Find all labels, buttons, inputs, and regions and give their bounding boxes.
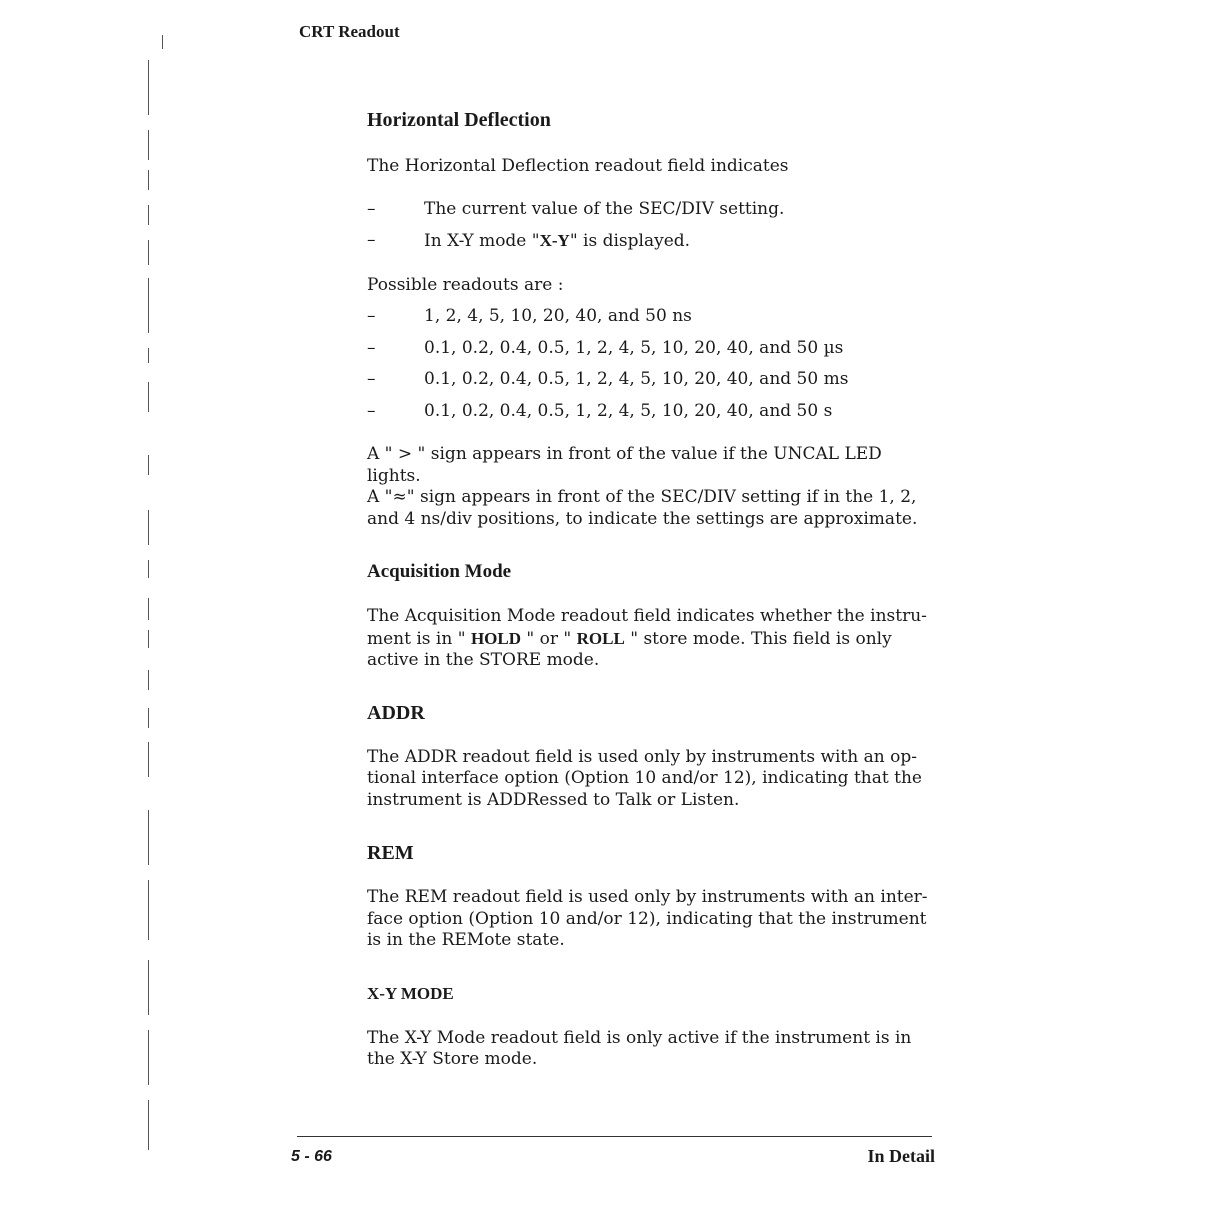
page-body <box>367 108 937 1071</box>
revision-bar <box>148 670 149 690</box>
readout-text: 0.1, 0.2, 0.4, 0.5, 1, 2, 4, 5, 10, 20, 40, and 50 s <box>424 400 833 421</box>
readout-text: 0.1, 0.2, 0.4, 0.5, 1, 2, 4, 5, 10, 20, 40, and 50 µs <box>424 337 844 358</box>
revision-bar <box>148 240 149 265</box>
addr-heading: ADDR <box>367 701 425 724</box>
revision-bar <box>148 960 149 1015</box>
hold-label: HOLD <box>470 628 522 648</box>
sign-note-line: A "≈" sign appears in front of the SEC/DIV setting if in the 1, 2, <box>367 487 917 507</box>
xy-mode-text: The X-Y Mode readout field is only active if the instrument is in the X-Y Store mode. <box>367 1027 912 1069</box>
list-item <box>367 230 937 253</box>
list-dash: – <box>367 337 376 358</box>
rem-text: The REM readout field is used only by instruments with an inter- face option (Option 10 and/or 12), indicating that the instrument is in the REMote state. <box>367 887 928 950</box>
list-item <box>367 306 937 328</box>
sign-note <box>367 444 937 530</box>
list-dash: – <box>367 198 376 219</box>
revision-bar <box>148 278 149 333</box>
horizontal-deflection-heading: Horizontal Deflection <box>367 109 551 131</box>
page-number: 5 - 66 <box>291 1148 332 1165</box>
revision-bar <box>148 630 149 648</box>
footer-section-name: In Detail <box>867 1146 935 1166</box>
list-item <box>367 369 937 391</box>
list-item <box>367 199 937 221</box>
running-title: CRT Readout <box>299 22 400 41</box>
sign-note-line: and 4 ns/div positions, to indicate the settings are approximate. <box>367 508 918 529</box>
acquisition-mode-text: The Acquisition Mode readout field indicates whether the instru- ment is in " HOLD " or " ROLL " store mode. This field is only active in the STORE mode. <box>367 606 927 670</box>
revision-bar <box>148 560 149 578</box>
list-dash: – <box>367 369 376 389</box>
revision-bar <box>148 1030 149 1085</box>
list-item-text: In X-Y mode "X-Y" is displayed. <box>424 231 691 251</box>
xy-mode-label: X-Y <box>539 231 570 250</box>
revision-bar <box>162 35 163 49</box>
revision-bar <box>148 510 149 545</box>
list-dash: – <box>367 230 376 250</box>
readout-text: 0.1, 0.2, 0.4, 0.5, 1, 2, 4, 5, 10, 20, 40, and 50 ms <box>424 369 849 389</box>
readouts-list <box>367 306 937 422</box>
revision-bar <box>148 880 149 940</box>
xy-mode-heading: X-Y MODE <box>367 983 454 1003</box>
revision-bar <box>148 708 149 728</box>
readout-text: 1, 2, 4, 5, 10, 20, 40, and 50 ns <box>424 306 692 326</box>
roll-label: ROLL <box>576 628 625 648</box>
list-item-text: The current value of the SEC/DIV setting. <box>424 198 785 219</box>
revision-bar <box>148 455 149 475</box>
possible-readouts-intro: Possible readouts are : <box>367 274 564 295</box>
revision-bar <box>148 1100 149 1150</box>
revision-bar <box>148 598 149 620</box>
revision-bar <box>148 205 149 225</box>
revision-bar <box>148 382 149 412</box>
revision-bar <box>148 742 149 777</box>
rem-heading: REM <box>367 842 414 864</box>
horizontal-intro: The Horizontal Deflection readout field indicates <box>367 156 789 176</box>
sign-note-line: A " > " sign appears in front of the value if the UNCAL LED lights. <box>367 444 882 486</box>
list-item <box>367 338 937 360</box>
revision-bar <box>148 810 149 865</box>
revision-bar <box>148 170 149 190</box>
addr-text: The ADDR readout field is used only by instruments with an op- tional interface option (Option 10 and/or 12), indicating that the instrument is ADDRessed to Talk or Listen. <box>367 746 922 810</box>
revision-bar <box>148 60 149 115</box>
acquisition-mode-heading: Acquisition Mode <box>367 561 512 582</box>
list-dash: – <box>367 306 376 326</box>
list-item <box>367 401 937 423</box>
revision-bars <box>148 30 168 1160</box>
footer-rule <box>297 1136 932 1137</box>
list-dash: – <box>367 400 376 421</box>
revision-bar <box>148 348 149 363</box>
revision-bar <box>148 130 149 160</box>
horizontal-items-list <box>367 199 937 253</box>
